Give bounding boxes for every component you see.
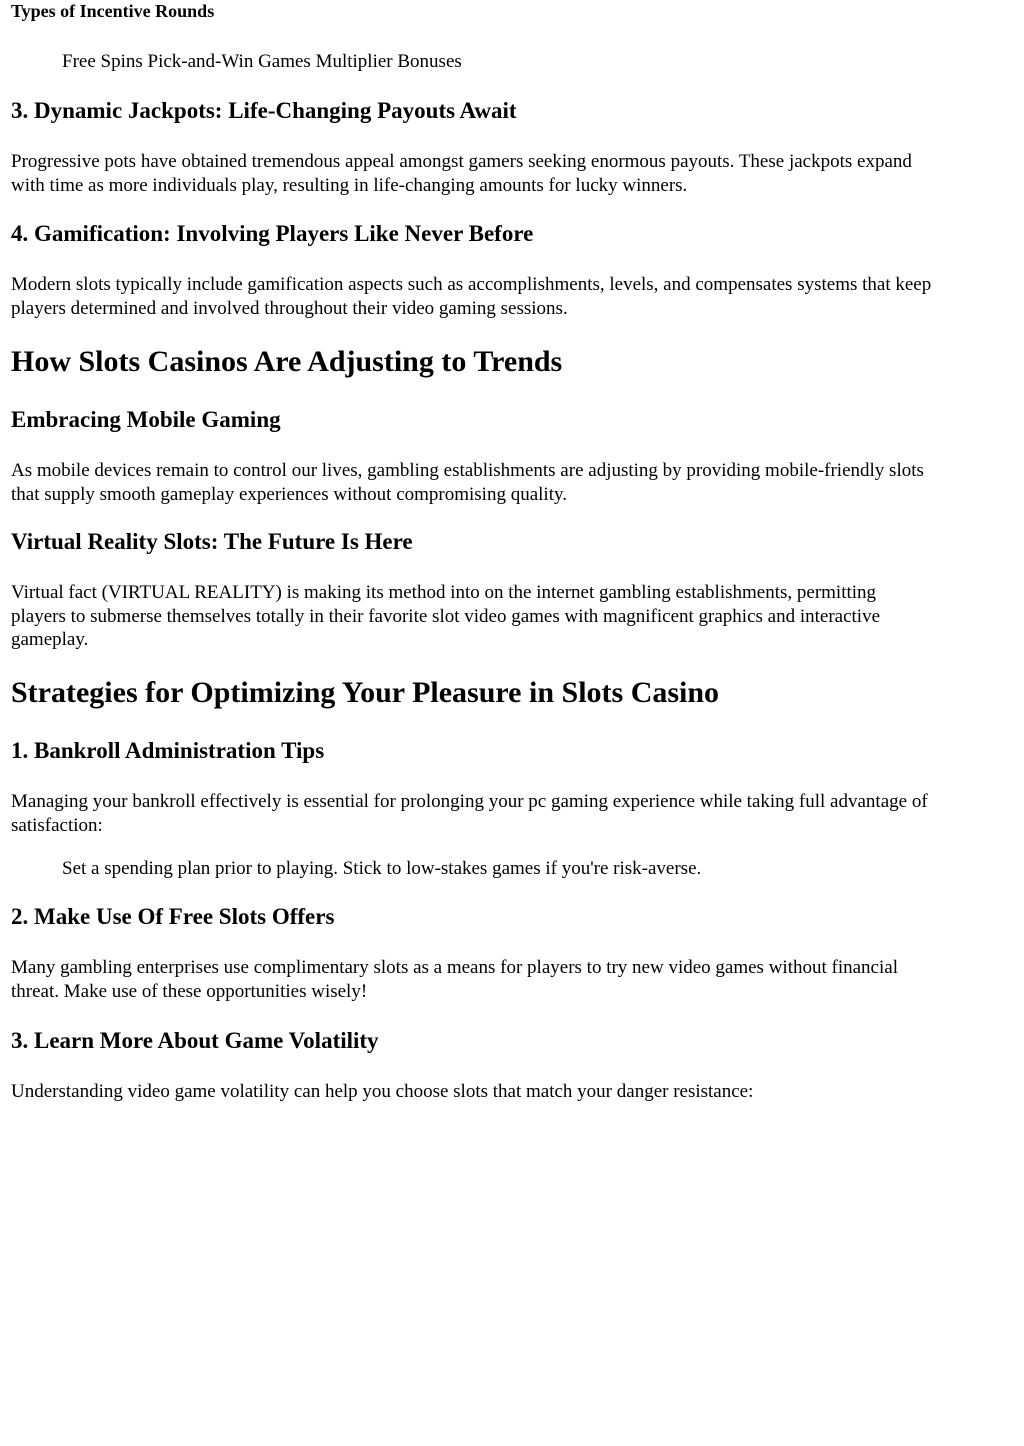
volatility-heading: 3. Learn More About Game Volatility xyxy=(11,1028,379,1053)
virtual-reality-paragraph xyxy=(11,581,1016,652)
free-slots-paragraph xyxy=(11,956,1016,1003)
bankroll-paragraph-line-2: satisfaction: xyxy=(11,814,103,836)
incentive-rounds-list: Free Spins Pick-and-Win Games Multiplier Bonuses xyxy=(62,51,462,72)
gamification-paragraph-line-2: players determined and involved throughout their video gaming sessions. xyxy=(11,297,568,319)
mobile-gaming-paragraph xyxy=(11,459,1016,506)
virtual-reality-heading: Virtual Reality Slots: The Future Is Here xyxy=(11,529,413,554)
incentive-rounds-heading: Types of Incentive Rounds xyxy=(11,1,215,21)
mobile-gaming-paragraph-line-1: As mobile devices remain to control our lives, gambling establishments are adjusting by providing mobile-friendly slots xyxy=(11,460,924,481)
virtual-reality-paragraph-line-1: Virtual fact (VIRTUAL REALITY) is making its method into on the internet gambling establishments, permitting xyxy=(11,582,877,603)
virtual-reality-paragraph-line-3: gameplay. xyxy=(11,629,89,650)
mobile-gaming-paragraph-line-2: that supply smooth gameplay experiences without compromising quality. xyxy=(11,483,568,505)
jackpots-paragraph-line-1: Progressive pots have obtained tremendous appeal amongst gamers seeking enormous payouts. These jackpots expand xyxy=(11,151,912,172)
free-slots-paragraph-line-1: Many gambling enterprises use complimentary slots as a means for players to try new video games without financial xyxy=(11,957,898,978)
bankroll-paragraph xyxy=(11,790,1016,837)
jackpots-heading: 3. Dynamic Jackpots: Life-Changing Payouts Await xyxy=(11,98,517,123)
volatility-paragraph xyxy=(11,1080,1016,1104)
bankroll-tips-list: Set a spending plan prior to playing. Stick to low-stakes games if you're risk-averse. xyxy=(62,858,702,879)
gamification-paragraph xyxy=(11,273,1016,320)
free-slots-paragraph-line-2: threat. Make use of these opportunities wisely! xyxy=(11,980,368,1002)
free-slots-heading: 2. Make Use Of Free Slots Offers xyxy=(11,904,335,929)
virtual-reality-paragraph-line-2: players to submerse themselves totally in their favorite slot video games with magnificent graphics and interactive xyxy=(11,605,880,627)
gamification-paragraph-line-1: Modern slots typically include gamification aspects such as accomplishments, levels, and compensates systems that keep xyxy=(11,274,932,295)
jackpots-paragraph xyxy=(11,150,1016,197)
gamification-heading: 4. Gamification: Involving Players Like Never Before xyxy=(11,221,534,246)
trends-heading: How Slots Casinos Are Adjusting to Trends xyxy=(11,345,563,378)
strategies-heading: Strategies for Optimizing Your Pleasure in Slots Casino xyxy=(11,676,720,709)
volatility-paragraph-line-1: Understanding video game volatility can help you choose slots that match your danger resistance: xyxy=(11,1081,754,1102)
bankroll-paragraph-line-1: Managing your bankroll effectively is essential for prolonging your pc gaming experience while taking full advantage of xyxy=(11,791,928,812)
jackpots-paragraph-line-2: with time as more individuals play, resulting in life-changing amounts for lucky winners. xyxy=(11,174,688,196)
mobile-gaming-heading: Embracing Mobile Gaming xyxy=(11,407,281,432)
bankroll-heading: 1. Bankroll Administration Tips xyxy=(11,738,325,763)
